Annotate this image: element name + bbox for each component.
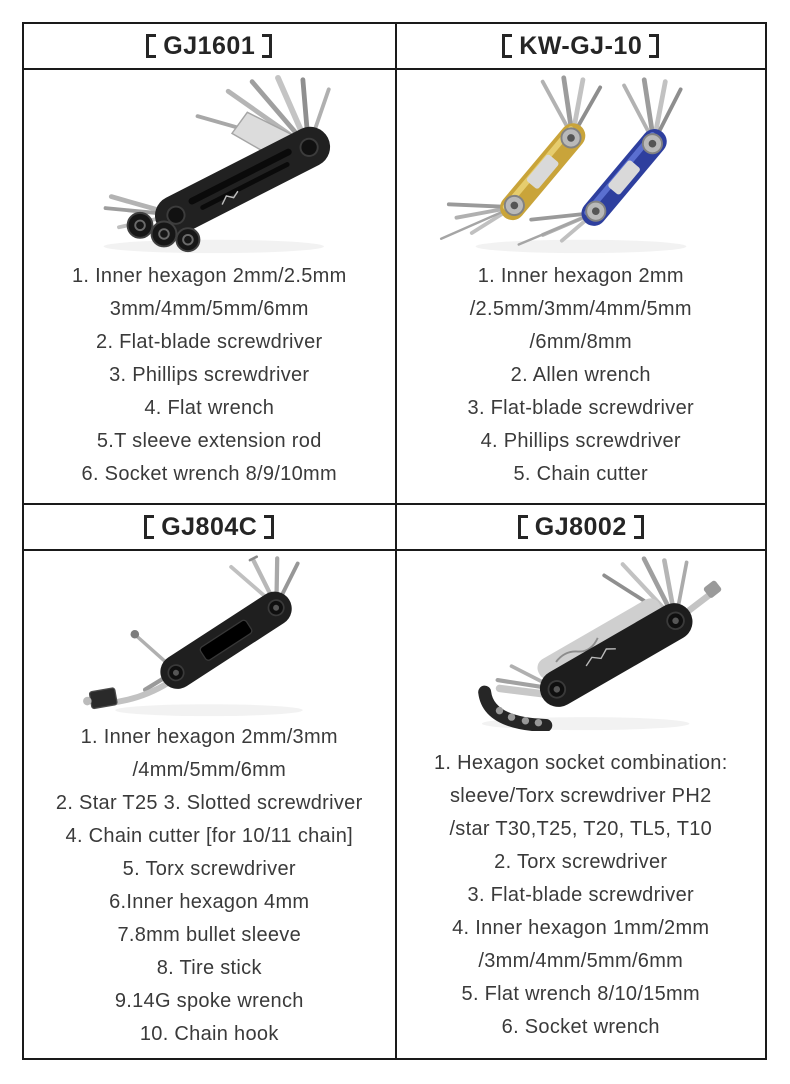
- model-title: GJ1601: [163, 31, 256, 60]
- bracket-left-icon: [144, 515, 154, 539]
- feature-line: 6. Socket wrench: [501, 1016, 660, 1038]
- feature-line: 2. Flat-blade screwdriver: [96, 331, 323, 353]
- feature-line: 3. Flat-blade screwdriver: [467, 884, 694, 906]
- bracket-right-icon: [634, 515, 644, 539]
- features-list: [24, 721, 395, 1051]
- feature-line: 3. Phillips screwdriver: [109, 364, 310, 386]
- gj8002-product-image: [397, 551, 766, 731]
- features-list: [24, 260, 395, 491]
- feature-line: /3mm/4mm/5mm/6mm: [478, 950, 684, 972]
- multitool-illustration: [421, 74, 741, 256]
- feature-line: 2. Torx screwdriver: [494, 851, 668, 873]
- feature-line: 4. Flat wrench: [144, 397, 275, 419]
- feature-line: 1. Inner hexagon 2mm/3mm: [80, 726, 338, 748]
- cell-gj1601: [24, 70, 395, 503]
- cell-kw-gj-10: [395, 70, 766, 503]
- feature-line: 9.14G spoke wrench: [114, 990, 304, 1012]
- feature-line: 1. Inner hexagon 2mm/2.5mm: [71, 265, 347, 287]
- gj1601-product-image: [24, 70, 395, 256]
- feature-line: 3. Flat-blade screwdriver: [467, 397, 694, 419]
- feature-line: 6.Inner hexagon 4mm: [109, 891, 310, 913]
- cell-gj8002: [395, 551, 766, 1058]
- feature-line: 8. Tire stick: [156, 957, 262, 979]
- kw-gj-10-product-image: [397, 70, 766, 256]
- features-list: [397, 260, 766, 491]
- feature-line: 10. Chain hook: [139, 1023, 279, 1045]
- feature-line: 1. Inner hexagon 2mm: [477, 265, 684, 287]
- feature-line: /4mm/5mm/6mm: [132, 759, 287, 781]
- feature-line: 5.T sleeve extension rod: [96, 430, 322, 452]
- model-title: KW-GJ-10: [519, 31, 643, 60]
- feature-line: sleeve/Torx screwdriver PH2: [449, 785, 712, 807]
- feature-line: /6mm/8mm: [529, 331, 632, 353]
- feature-line: 4. Inner hexagon 1mm/2mm: [452, 917, 710, 939]
- feature-line: 5. Chain cutter: [513, 463, 649, 485]
- header-gj8002: [395, 503, 766, 551]
- bracket-left-icon: [502, 34, 512, 58]
- bracket-left-icon: [518, 515, 528, 539]
- feature-line: 6. Socket wrench 8/9/10mm: [81, 463, 337, 485]
- feature-line: 4. Phillips screwdriver: [480, 430, 681, 452]
- feature-line: 2. Allen wrench: [510, 364, 651, 386]
- feature-line: 4. Chain cutter [for 10/11 chain]: [65, 825, 353, 847]
- bracket-right-icon: [649, 34, 659, 58]
- bracket-right-icon: [262, 34, 272, 58]
- feature-line: 5. Torx screwdriver: [122, 858, 296, 880]
- model-title: GJ804C: [161, 512, 258, 541]
- feature-line: /2.5mm/3mm/4mm/5mm: [469, 298, 692, 320]
- multitool-illustration: [421, 555, 741, 731]
- feature-line: 2. Star T25 3. Slotted screwdriver: [55, 792, 363, 814]
- model-title: GJ8002: [534, 512, 627, 541]
- feature-line: /star T30,T25, T20, TL5, T10: [449, 818, 713, 840]
- multitool-illustration: [49, 555, 369, 717]
- header-gj804c: [24, 503, 395, 551]
- bracket-right-icon: [264, 515, 274, 539]
- header-kw-gj-10: [395, 24, 766, 70]
- feature-line: 7.8mm bullet sleeve: [117, 924, 302, 946]
- feature-line: 1. Hexagon socket combination:: [433, 752, 728, 774]
- feature-line: 5. Flat wrench 8/10/15mm: [461, 983, 700, 1005]
- header-gj1601: [24, 24, 395, 70]
- product-comparison-table: [22, 22, 767, 1060]
- gj804c-product-image: [24, 551, 395, 717]
- bracket-left-icon: [146, 34, 156, 58]
- multitool-illustration: [49, 74, 369, 256]
- feature-line: 3mm/4mm/5mm/6mm: [109, 298, 309, 320]
- features-list: [397, 747, 766, 1044]
- cell-gj804c: [24, 551, 395, 1058]
